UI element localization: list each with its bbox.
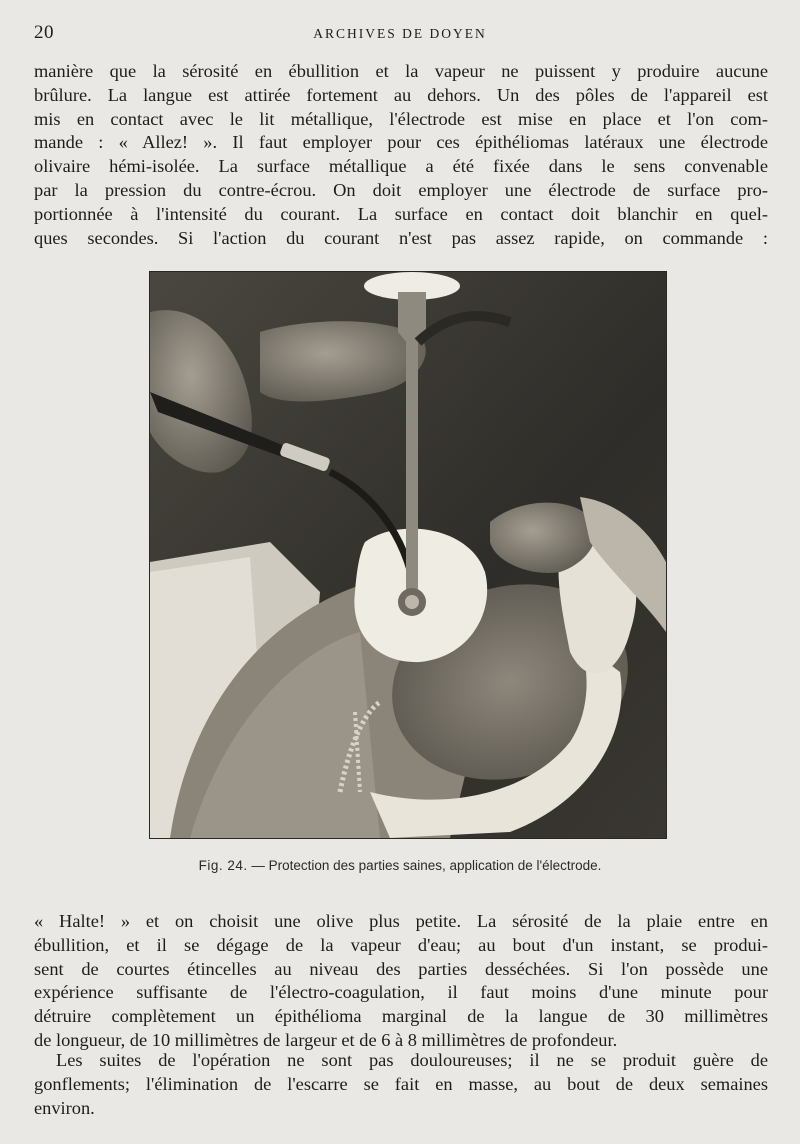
text-line: manière que la sérosité en ébullition et la vapeur ne puissent y produire aucune bbox=[34, 61, 768, 81]
figure-photograph bbox=[149, 271, 667, 839]
text-line: « Halte! » et on choisit une olive plus petite. La sérosité de la plaie entre en bbox=[34, 911, 768, 931]
figure-caption bbox=[0, 858, 800, 873]
text-line: ébullition, et il se dégage de la vapeur d'eau; au bout d'un instant, se produi- bbox=[34, 934, 768, 955]
figure-caption-text: — Protection des parties saines, application de l'électrode. bbox=[251, 858, 602, 873]
paragraph-bottom-1 bbox=[34, 910, 768, 1053]
text-line: gonflements; l'élimination de l'escarre se fait en masse, au bout de deux semaines bbox=[34, 1073, 768, 1094]
photograph-illustration bbox=[150, 272, 666, 838]
text-line: de longueur, de 10 millimètres de largeur et de 6 à 8 millimètres de profondeur. bbox=[34, 1029, 618, 1050]
text-line: environ. bbox=[34, 1097, 95, 1118]
page-number: 20 bbox=[34, 22, 54, 43]
text-line: expérience suffisante de l'électro-coagulation, il faut moins d'une minute pour bbox=[34, 982, 768, 1003]
figure-caption-label: Fig. 24. bbox=[198, 858, 248, 873]
text-line: ques secondes. Si l'action du courant n'est pas assez rapide, on commande : bbox=[34, 227, 768, 248]
text-line: par la pression du contre-écrou. On doit employer une électrode de surface pro- bbox=[34, 179, 768, 200]
paragraph-bottom-2 bbox=[34, 1049, 768, 1120]
paragraph-top bbox=[34, 60, 768, 250]
running-head: ARCHIVES DE DOYEN bbox=[313, 26, 487, 41]
text-line: mande : « Allez! ». Il faut employer pour ces épithéliomas latéraux une électrode bbox=[34, 132, 768, 153]
text-line: Les suites de l'opération ne sont pas douloureuses; il ne se produit guère de bbox=[56, 1050, 768, 1070]
text-line: portionnée à l'intensité du courant. La surface en contact doit blanchir en quel- bbox=[34, 203, 768, 224]
text-line: olivaire hémi-isolée. La surface métallique a été fixée dans le sens convenable bbox=[34, 156, 768, 177]
text-line: mis en contact avec le lit métallique, l'électrode est mise en place et l'on com- bbox=[34, 108, 768, 129]
text-line: détruire complètement un épithélioma marginal de la langue de 30 millimètres bbox=[34, 1006, 768, 1027]
text-line: sent de courtes étincelles au niveau des parties desséchées. Si l'on possède une bbox=[34, 958, 768, 979]
text-line: brûlure. La langue est attirée fortement au dehors. Un des pôles de l'appareil est bbox=[34, 84, 768, 105]
